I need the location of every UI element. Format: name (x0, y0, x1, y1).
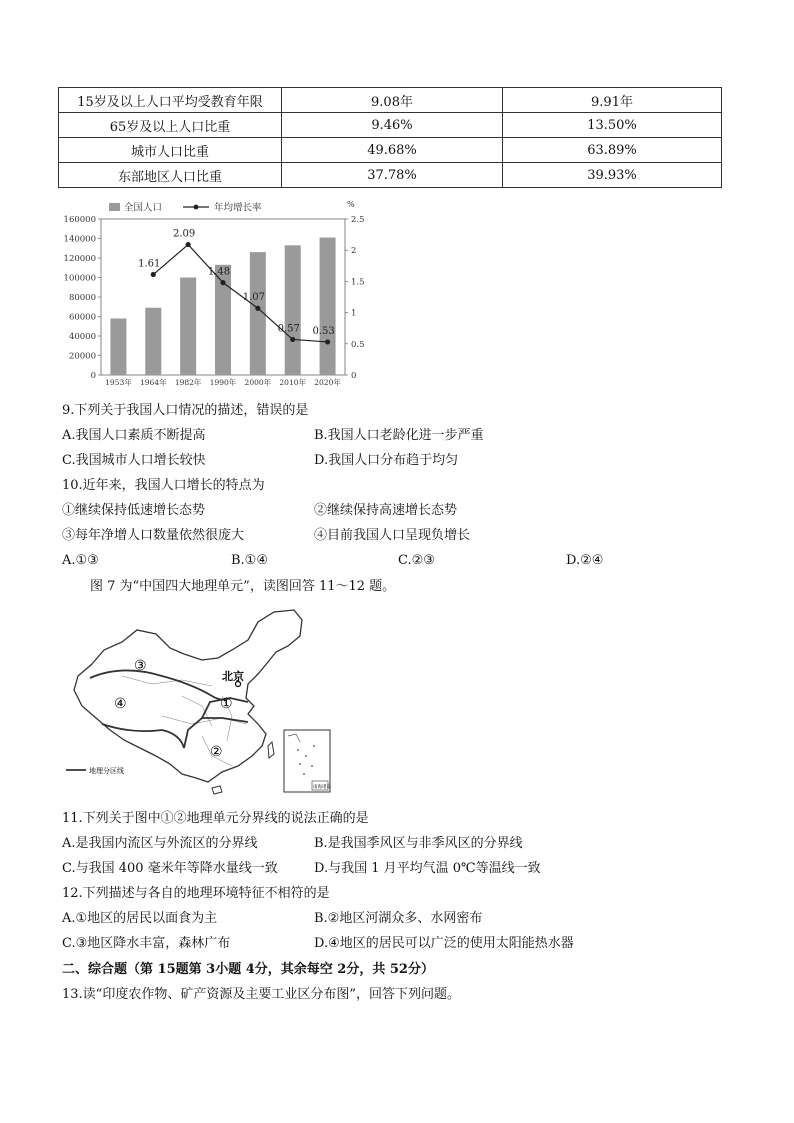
value-2020: 63.89% (503, 138, 722, 163)
q12-option-a: A.①地区的居民以面食为主 (62, 911, 218, 926)
q11-option-b: B.是我国季风区与非季风区的分界线 (314, 836, 523, 851)
map-legend-label: 地理分区线 (89, 767, 124, 775)
value-2020: 13.50% (503, 113, 722, 138)
region-1-label: ① (220, 696, 233, 712)
q10-option-c: C.②③ (398, 553, 435, 568)
inset-label: 南海诸岛 (313, 785, 331, 790)
growth-rate-label: 0.57 (277, 323, 300, 335)
row-label: 东部地区人口比重 (59, 163, 282, 188)
row-label: 65岁及以上人口比重 (59, 113, 282, 138)
table-row (59, 88, 722, 113)
x-tick-label: 2010年 (279, 378, 307, 387)
q9-option-a: A.我国人口素质不断提高 (62, 428, 206, 443)
growth-rate-label: 1.61 (138, 258, 161, 270)
y-left-tick-label: 80000 (68, 293, 96, 303)
region-3-label: ③ (134, 658, 147, 674)
q12-option-b: B.②地区河湖众多、水网密布 (314, 911, 483, 926)
x-tick-label: 1982年 (174, 378, 202, 387)
population-chart (55, 197, 385, 392)
region-4-label: ④ (114, 696, 127, 712)
population-bar (110, 318, 126, 375)
figure7-intro: 图 7 为“中国四大地理单元”，读图回答 11～12 题。 (90, 579, 396, 594)
china-outline (74, 610, 302, 782)
growth-rate-label: 0.53 (312, 325, 335, 337)
boundary-line-north (90, 670, 230, 699)
q10-statement-4: ④目前我国人口呈现负增长 (314, 528, 471, 543)
q12-stem: 12.下列描述与各自的地理环境特征不相符的是 (62, 886, 330, 901)
growth-rate-point (151, 272, 156, 277)
x-tick-label: 2000年 (244, 378, 272, 387)
y-right-tick-label: 1 (351, 308, 357, 319)
growth-rate-label: 1.07 (242, 292, 265, 304)
population-bar (180, 278, 196, 376)
legend-bar-swatch (109, 203, 120, 211)
legend-line-marker (194, 205, 199, 210)
beijing-label: 北京 (222, 670, 244, 683)
y-left-tick-label: 160000 (63, 215, 96, 225)
table-row (59, 138, 722, 163)
y-left-tick-label: 120000 (63, 254, 96, 264)
growth-rate-label: 1.48 (207, 266, 231, 278)
y-left-tick-label: 60000 (68, 312, 96, 323)
growth-rate-label: 2.09 (173, 228, 196, 240)
population-bar (145, 308, 161, 375)
value-2010: 9.46% (282, 113, 503, 138)
growth-rate-point (186, 242, 191, 247)
q11-option-d: D.与我国 1 月平均气温 0℃等温线一致 (314, 861, 541, 876)
y-right-tick-label: 1.5 (351, 277, 365, 288)
population-bar (285, 245, 301, 375)
growth-rate-point (290, 337, 295, 342)
x-tick-label: 1964年 (139, 378, 167, 387)
q12-option-d: D.④地区的居民可以广泛的使用太阳能热水器 (314, 936, 574, 951)
growth-rate-point (255, 306, 260, 311)
q9-option-d: D.我国人口分布趋于均匀 (314, 453, 459, 468)
row-label: 15岁及以上人口平均受教育年限 (59, 88, 282, 113)
q10-statement-3: ③每年净增人口数量依然很庞大 (62, 528, 245, 543)
y-left-tick-label: 0 (90, 371, 96, 381)
y-right-tick-label: 0 (351, 371, 357, 381)
q10-statement-1: ①继续保持低速增长态势 (62, 503, 206, 518)
x-tick-label: 1953年 (105, 378, 132, 387)
y-left-tick-label: 20000 (68, 351, 96, 362)
q12-option-c: C.③地区降水丰富，森林广布 (62, 936, 231, 951)
x-tick-label: 1990年 (209, 378, 237, 387)
south-china-sea-inset (284, 730, 330, 792)
q9-option-c: C.我国城市人口增长较快 (62, 453, 206, 468)
q11-option-c: C.与我国 400 毫米年等降水量线一致 (62, 861, 278, 876)
value-2010: 49.68% (282, 138, 503, 163)
table-row (59, 163, 722, 188)
value-2020: 39.93% (503, 163, 722, 188)
section-2-heading: 二、综合题（第 15题第 3小题 4分，其余每空 2分，共 52分） (62, 962, 434, 977)
row-label: 城市人口比重 (59, 138, 282, 163)
q10-statement-2: ②继续保持高速增长态势 (314, 503, 458, 518)
growth-rate-point (325, 339, 330, 344)
q10-option-b: B.①④ (231, 553, 268, 568)
growth-rate-line (153, 245, 327, 342)
y-left-tick-label: 140000 (63, 234, 96, 245)
q11-option-a: A.是我国内流区与外流区的分界线 (62, 836, 258, 851)
y-right-tick-label: 0.5 (351, 339, 365, 350)
q10-option-a: A.①③ (62, 553, 99, 568)
china-geographic-regions-map (62, 606, 342, 796)
q10-option-d: D.②④ (566, 553, 604, 568)
y-right-unit: % (347, 200, 355, 209)
x-tick-label: 2020年 (314, 378, 341, 387)
q11-stem: 11.下列关于图中①②地理单元分界线的说法正确的是 (62, 811, 369, 826)
value-2010: 37.78% (282, 163, 503, 188)
y-left-tick-label: 40000 (68, 332, 96, 342)
region-2-label: ② (210, 744, 223, 760)
value-2020: 9.91年 (503, 88, 722, 113)
population-bar (320, 238, 336, 375)
boundary-line-plateau (102, 724, 184, 748)
population-stats-table (58, 87, 722, 188)
growth-rate-point (220, 280, 225, 285)
table-row (59, 113, 722, 138)
legend-bar-label: 全国人口 (124, 202, 163, 214)
q9-option-b: B.我国人口老龄化进一步严重 (314, 428, 484, 443)
value-2010: 9.08年 (282, 88, 503, 113)
q10-stem: 10.近年来，我国人口增长的特点为 (62, 478, 265, 493)
q13-stem: 13.读“印度农作物、矿产资源及主要工业区分布图”，回答下列问题。 (62, 987, 460, 1002)
boundary-line-east (184, 698, 248, 748)
y-left-tick-label: 100000 (63, 273, 96, 284)
y-right-tick-label: 2.5 (351, 215, 365, 225)
q9-stem: 9.下列关于我国人口情况的描述，错误的是 (62, 403, 309, 418)
legend-line-label: 年均增长率 (214, 202, 262, 214)
y-right-tick-label: 2 (351, 246, 357, 257)
